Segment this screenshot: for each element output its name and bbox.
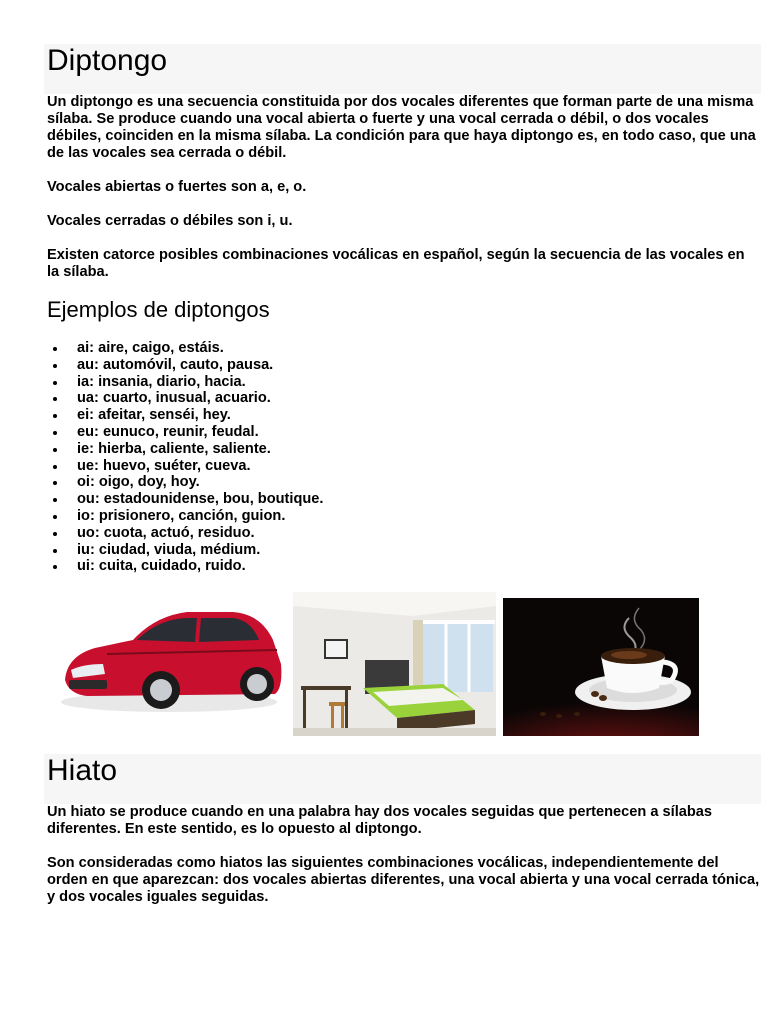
hiato-combinaciones: Son consideradas como hiatos las siguientes combinaciones vocálicas, independientemente del orden en que aparezcan: dos vocales abiertas diferentes, una vocal abierta y una vocal cerrada tónica, y dos vocales iguales seguidas. <box>47 855 760 905</box>
car-photo <box>47 592 287 736</box>
list-item-text: oi: oigo, doy, hoy. <box>77 474 200 491</box>
ejemplos-title: Ejemplos de diptongos <box>47 297 270 322</box>
list-item <box>47 542 447 559</box>
bullet-icon <box>53 448 57 452</box>
bullet-icon <box>53 565 57 569</box>
bullet-icon <box>53 431 57 435</box>
list-item-text: ua: cuarto, inusual, acuario. <box>77 390 271 407</box>
list-item-text: au: automóvil, cauto, pausa. <box>77 356 274 373</box>
coffee-photo <box>503 598 699 736</box>
vocales-abiertas-text: Vocales abiertas o fuertes son a, e, o. <box>47 179 307 195</box>
bullet-icon <box>53 381 57 385</box>
hiato-title: Hiato <box>47 754 118 787</box>
list-item-text: ie: hierba, caliente, saliente. <box>77 440 271 457</box>
bullet-icon <box>53 465 57 469</box>
car-illustration <box>47 592 287 736</box>
hiato-definition: Un hiato se produce cuando en una palabra hay dos vocales seguidas que pertenecen a sílabas diferentes. En este sentido, es lo opuesto al diptongo. <box>47 804 713 837</box>
examples-list <box>47 340 447 575</box>
bedroom-photo <box>293 592 496 736</box>
bullet-icon <box>53 532 57 536</box>
list-item-text: io: prisionero, canción, guion. <box>77 507 286 524</box>
list-item <box>47 441 447 458</box>
list-item <box>47 474 447 491</box>
bullet-icon <box>53 347 57 351</box>
list-item-text: iu: ciudad, viuda, médium. <box>77 541 261 558</box>
diptongo-heading-band <box>44 44 761 94</box>
bullet-icon <box>53 414 57 418</box>
list-item-text: ue: huevo, suéter, cueva. <box>77 457 251 474</box>
list-item <box>47 340 447 357</box>
bedroom-illustration <box>293 592 496 736</box>
list-item <box>47 407 447 424</box>
list-item <box>47 424 447 441</box>
list-item-text: ei: afeitar, senséi, hey. <box>77 407 231 424</box>
list-item <box>47 374 447 391</box>
coffee-illustration <box>503 598 699 736</box>
list-item-text: ia: insania, diario, hacia. <box>77 373 246 390</box>
list-item <box>47 525 447 542</box>
bullet-icon <box>53 481 57 485</box>
bullet-icon <box>53 515 57 519</box>
bullet-icon <box>53 498 57 502</box>
list-item-text: eu: eunuco, reunir, feudal. <box>77 423 259 440</box>
bullet-icon <box>53 549 57 553</box>
list-item <box>47 357 447 374</box>
list-item-text: ai: aire, caigo, estáis. <box>77 340 224 356</box>
list-item-text: ui: cuita, cuidado, ruido. <box>77 558 246 575</box>
bullet-icon <box>53 397 57 401</box>
list-item <box>47 458 447 475</box>
list-item <box>47 558 447 575</box>
list-item <box>47 390 447 407</box>
list-item <box>47 491 447 508</box>
diptongo-title: Diptongo <box>47 44 168 77</box>
diptongo-definition: Un diptongo es una secuencia constituida por dos vocales diferentes que forman parte de una misma sílaba. Se produce cuando una vocal abierta o fuerte y una vocal cerrada o débil, o dos vocales débiles, coinciden en la misma sílaba. La condición para que haya diptongo es, en todo caso, que una de las vocales sea cerrada o débil. <box>47 94 756 161</box>
list-item-text: ou: estadounidense, bou, boutique. <box>77 491 324 508</box>
list-item-text: uo: cuota, actuó, residuo. <box>77 524 255 541</box>
vocales-cerradas-text: Vocales cerradas o débiles son i, u. <box>47 213 293 229</box>
hiato-heading-band <box>44 754 761 804</box>
bullet-icon <box>53 364 57 368</box>
combinaciones-text: Existen catorce posibles combinaciones vocálicas en español, según la secuencia de las vocales en la sílaba. <box>47 247 745 280</box>
list-item <box>47 508 447 525</box>
